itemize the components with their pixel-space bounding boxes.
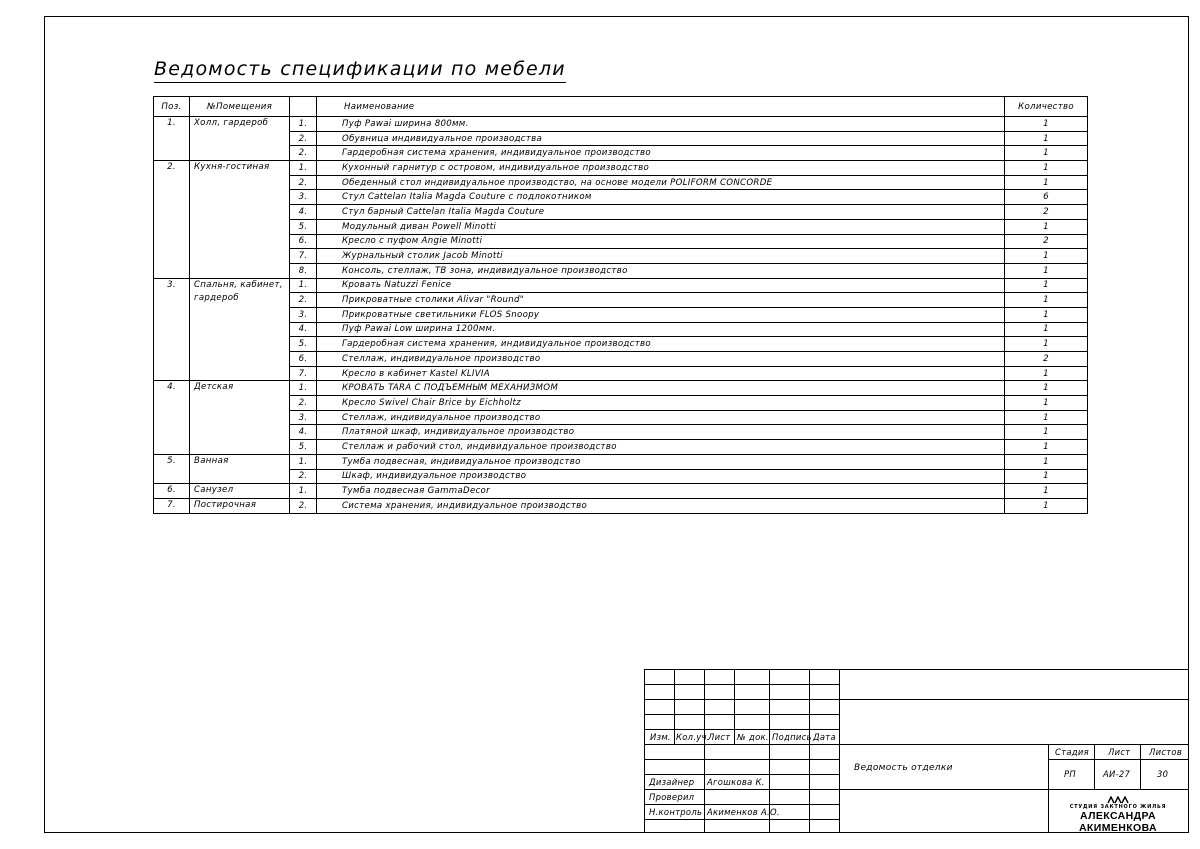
item-quantity: 1 bbox=[1005, 161, 1088, 176]
room-name: Санузел bbox=[190, 484, 290, 499]
tb-header-date: Дата bbox=[813, 732, 836, 742]
item-name: Прикроватные столики Alivar "Round" bbox=[317, 293, 1005, 308]
tb-stage-label: Стадия bbox=[1055, 747, 1089, 757]
table-row bbox=[154, 146, 1088, 161]
item-number: 5. bbox=[290, 219, 317, 234]
item-number: 2. bbox=[290, 469, 317, 484]
item-number: 1. bbox=[290, 484, 317, 499]
room-name: Детская bbox=[190, 381, 290, 454]
document-title: Ведомость спецификации по мебели bbox=[154, 56, 566, 83]
table-row bbox=[154, 278, 1088, 293]
item-name: Стул барный Cattelan Italia Magda Couture bbox=[317, 205, 1005, 220]
item-quantity: 2 bbox=[1005, 234, 1088, 249]
tb-header-doc: № док. bbox=[737, 732, 769, 742]
column-header-qty: Количество bbox=[1005, 97, 1088, 117]
room-name: Холл, гардероб bbox=[190, 117, 290, 161]
tb-header-izm: Изм. bbox=[650, 732, 671, 742]
table-row bbox=[154, 410, 1088, 425]
room-name: Постирочная bbox=[190, 498, 290, 513]
item-quantity: 1 bbox=[1005, 381, 1088, 396]
item-quantity: 1 bbox=[1005, 469, 1088, 484]
table-row bbox=[154, 396, 1088, 411]
item-name: Кресло с пуфом Angie Minotti bbox=[317, 234, 1005, 249]
item-number: 2. bbox=[290, 146, 317, 161]
tb-header-sign: Подпись bbox=[772, 732, 812, 742]
item-number: 7. bbox=[290, 249, 317, 264]
item-number: 1. bbox=[290, 454, 317, 469]
item-number: 5. bbox=[290, 440, 317, 455]
title-block bbox=[644, 669, 1189, 833]
item-number: 6. bbox=[290, 234, 317, 249]
item-number: 1. bbox=[290, 117, 317, 132]
item-quantity: 1 bbox=[1005, 249, 1088, 264]
tb-sheet-name: Ведомость отделки bbox=[854, 763, 953, 773]
table-row bbox=[154, 469, 1088, 484]
item-quantity: 1 bbox=[1005, 219, 1088, 234]
item-name: Пуф Pawai ширина 800мм. bbox=[317, 117, 1005, 132]
item-quantity: 1 bbox=[1005, 278, 1088, 293]
item-name: Обеденный стол индивидуальное производство, на основе модели POLIFORM CONCORDE bbox=[317, 175, 1005, 190]
item-name: Консоль, стеллаж, ТВ зона, индивидуальное производство bbox=[317, 263, 1005, 278]
table-row bbox=[154, 263, 1088, 278]
room-position: 4. bbox=[154, 381, 190, 454]
logo-small-text: СТУДИЯ ЗАКТНОГО ЖИЛЬЯ bbox=[1069, 804, 1167, 810]
item-name: Кресло Swivel Chair Brice by Eichholtz bbox=[317, 396, 1005, 411]
table-row bbox=[154, 293, 1088, 308]
table-row bbox=[154, 131, 1088, 146]
item-number: 7. bbox=[290, 366, 317, 381]
room-position: 6. bbox=[154, 484, 190, 499]
room-name: Спальня, кабинет, гардероб bbox=[190, 278, 290, 381]
item-quantity: 1 bbox=[1005, 263, 1088, 278]
room-position: 2. bbox=[154, 161, 190, 279]
item-name: Журнальный столик Jacob Minotti bbox=[317, 249, 1005, 264]
item-name: Обувница индивидуальное производства bbox=[317, 131, 1005, 146]
item-number: 5. bbox=[290, 337, 317, 352]
item-quantity: 2 bbox=[1005, 205, 1088, 220]
specification-table bbox=[153, 96, 1088, 514]
table-row bbox=[154, 161, 1088, 176]
item-quantity: 1 bbox=[1005, 396, 1088, 411]
room-position: 3. bbox=[154, 278, 190, 381]
item-name: Тумба подвесная GammaDecor bbox=[317, 484, 1005, 499]
room-position: 5. bbox=[154, 454, 190, 483]
tb-sheet-label: Лист bbox=[1108, 747, 1131, 757]
table-row bbox=[154, 307, 1088, 322]
room-position: 1. bbox=[154, 117, 190, 161]
item-name: Гардеробная система хранения, индивидуальное производство bbox=[317, 337, 1005, 352]
table-row bbox=[154, 352, 1088, 367]
column-header-name: Наименование bbox=[317, 97, 1005, 117]
table-row bbox=[154, 366, 1088, 381]
item-number: 2. bbox=[290, 396, 317, 411]
item-name: Пуф Pawai Low ширина 1200мм. bbox=[317, 322, 1005, 337]
item-quantity: 1 bbox=[1005, 484, 1088, 499]
tb-role-checked: Проверил bbox=[649, 792, 695, 802]
item-quantity: 1 bbox=[1005, 366, 1088, 381]
item-quantity: 1 bbox=[1005, 440, 1088, 455]
item-name: Прикроватные светильники FLOS Snoopy bbox=[317, 307, 1005, 322]
item-name: Система хранения, индивидуальное производство bbox=[317, 498, 1005, 513]
logo-big-text: АЛЕКСАНДРА АКИМЕНКОВА bbox=[1078, 810, 1158, 834]
item-number: 1. bbox=[290, 381, 317, 396]
item-quantity: 1 bbox=[1005, 498, 1088, 513]
table-row bbox=[154, 440, 1088, 455]
item-number: 8. bbox=[290, 263, 317, 278]
table-row bbox=[154, 219, 1088, 234]
item-number: 2. bbox=[290, 498, 317, 513]
item-number: 4. bbox=[290, 425, 317, 440]
room-position: 7. bbox=[154, 498, 190, 513]
item-quantity: 1 bbox=[1005, 175, 1088, 190]
table-header-row bbox=[154, 97, 1088, 117]
item-quantity: 1 bbox=[1005, 131, 1088, 146]
item-quantity: 1 bbox=[1005, 307, 1088, 322]
column-header-room: №Помещения bbox=[190, 97, 290, 117]
item-name: Стеллаж и рабочий стол, индивидуальное производство bbox=[317, 440, 1005, 455]
table-row bbox=[154, 337, 1088, 352]
tb-role-designer: Дизайнер bbox=[649, 777, 695, 787]
item-number: 3. bbox=[290, 190, 317, 205]
table-row bbox=[154, 249, 1088, 264]
item-quantity: 1 bbox=[1005, 337, 1088, 352]
item-number: 4. bbox=[290, 205, 317, 220]
table-row bbox=[154, 484, 1088, 499]
item-quantity: 1 bbox=[1005, 117, 1088, 132]
studio-logo bbox=[1056, 796, 1180, 834]
item-quantity: 1 bbox=[1005, 425, 1088, 440]
table-row bbox=[154, 175, 1088, 190]
item-name: Модульный диван Powell Minotti bbox=[317, 219, 1005, 234]
table-row bbox=[154, 381, 1088, 396]
table-row bbox=[154, 498, 1088, 513]
tb-stage-value: РП bbox=[1064, 769, 1076, 779]
item-name: Кухонный гарнитур с островом, индивидуальное производство bbox=[317, 161, 1005, 176]
item-name: Кресло в кабинет Kastel KLIVIA bbox=[317, 366, 1005, 381]
room-name: Кухня-гостиная bbox=[190, 161, 290, 279]
table-row bbox=[154, 205, 1088, 220]
tb-name-designer: Агошкова К. bbox=[707, 777, 765, 787]
item-name: Стул Cattelan Italia Magda Couture с подлокотником bbox=[317, 190, 1005, 205]
item-number: 2. bbox=[290, 293, 317, 308]
column-header-pos: Поз. bbox=[154, 97, 190, 117]
item-name: Стеллаж, индивидуальное производство bbox=[317, 410, 1005, 425]
item-number: 4. bbox=[290, 322, 317, 337]
table-row bbox=[154, 190, 1088, 205]
room-name: Ванная bbox=[190, 454, 290, 483]
tb-role-ncontrol: Н.контроль bbox=[649, 807, 703, 817]
tb-header-list: Лист bbox=[708, 732, 731, 742]
item-quantity: 1 bbox=[1005, 293, 1088, 308]
logo-mark-icon bbox=[1107, 796, 1129, 804]
item-number: 3. bbox=[290, 307, 317, 322]
item-quantity: 2 bbox=[1005, 352, 1088, 367]
item-quantity: 1 bbox=[1005, 410, 1088, 425]
item-number: 6. bbox=[290, 352, 317, 367]
item-number: 1. bbox=[290, 161, 317, 176]
item-name: Стеллаж, индивидуальное производство bbox=[317, 352, 1005, 367]
item-number: 1. bbox=[290, 278, 317, 293]
item-name: КРОВАТЬ TARA С ПОДЪЕМНЫМ МЕХАНИЗМОМ bbox=[317, 381, 1005, 396]
item-quantity: 1 bbox=[1005, 454, 1088, 469]
item-quantity: 1 bbox=[1005, 146, 1088, 161]
item-name: Шкаф, индивидуальное производство bbox=[317, 469, 1005, 484]
table-row bbox=[154, 425, 1088, 440]
item-name: Платяной шкаф, индивидуальное производство bbox=[317, 425, 1005, 440]
table-row bbox=[154, 454, 1088, 469]
table-row bbox=[154, 234, 1088, 249]
tb-header-kol: Кол.уч. bbox=[676, 732, 710, 742]
column-header-num bbox=[290, 97, 317, 117]
item-number: 3. bbox=[290, 410, 317, 425]
tb-sheets-value: 30 bbox=[1157, 769, 1169, 779]
item-name: Гардеробная система хранения, индивидуальное производство bbox=[317, 146, 1005, 161]
item-name: Тумба подвесная, индивидуальное производство bbox=[317, 454, 1005, 469]
item-quantity: 6 bbox=[1005, 190, 1088, 205]
table-row bbox=[154, 117, 1088, 132]
tb-sheets-label: Листов bbox=[1149, 747, 1183, 757]
tb-name-ncontrol: Акименков А.О. bbox=[707, 807, 780, 817]
item-number: 2. bbox=[290, 131, 317, 146]
item-quantity: 1 bbox=[1005, 322, 1088, 337]
table-row bbox=[154, 322, 1088, 337]
item-number: 2. bbox=[290, 175, 317, 190]
item-name: Кровать Natuzzi Fenice bbox=[317, 278, 1005, 293]
tb-sheet-value: АИ-27 bbox=[1103, 769, 1131, 779]
